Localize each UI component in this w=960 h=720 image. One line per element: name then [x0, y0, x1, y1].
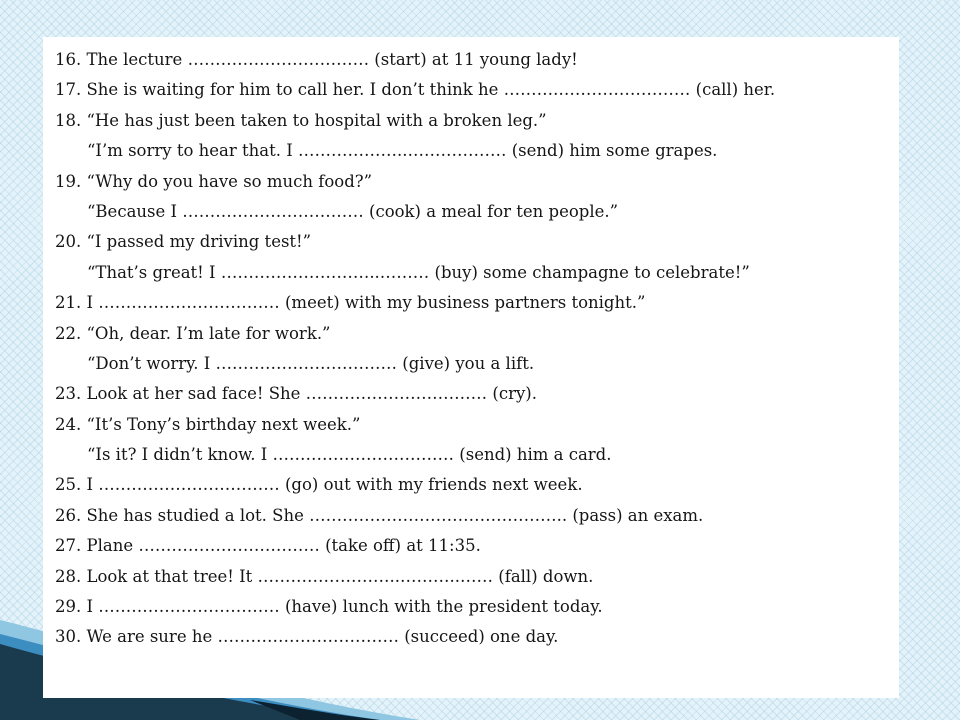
exercise-line: “I’m sorry to hear that. I ………………..……………… (send) him some grapes.: [87, 141, 718, 161]
exercise-lines: [55, 45, 887, 653]
exercise-line: 29. I …………………………… (have) lunch with the president today.: [55, 597, 603, 617]
exercise-line: 22. “Oh, dear. I’m late for work.”: [55, 323, 331, 343]
exercise-line: 26. She has studied a lot. She ……………………………………….. (pass) an exam.: [55, 505, 704, 525]
exercise-line: 28. Look at that tree! It ……………………..………..…… (fall) down.: [55, 566, 594, 586]
exercise-line: 18. “He has just been taken to hospital with a broken leg.”: [55, 110, 547, 130]
exercise-line: “Is it? I didn’t know. I …………………………… (send) him a card.: [87, 445, 612, 465]
exercise-line: “Don’t worry. I …………………………… (give) you a lift.: [87, 353, 535, 373]
exercise-line: 30. We are sure he …………………………… (succeed) one day.: [55, 627, 559, 647]
exercise-sheet: [43, 37, 899, 698]
exercise-line: 23. Look at her sad face! She …………………………… (cry).: [55, 384, 537, 404]
exercise-line: 19. “Why do you have so much food?”: [55, 171, 373, 191]
exercise-line: 21. I …………………………… (meet) with my business partners tonight.”: [55, 293, 646, 313]
exercise-line: “Because I …………………………… (cook) a meal for ten people.”: [87, 201, 619, 221]
exercise-line: “That’s great! I ………………………..……… (buy) some champagne to celebrate!”: [87, 262, 750, 282]
exercise-line: 20. “I passed my driving test!”: [55, 232, 312, 252]
exercise-line: 17. She is waiting for him to call her. I don’t think he ……….…………………… (call) her.: [55, 80, 776, 100]
exercise-line: 25. I …………………………… (go) out with my friends next week.: [55, 475, 583, 495]
exercise-line: 27. Plane …………………………… (take off) at 11:35.: [55, 536, 481, 556]
exercise-line: 16. The lecture …………………………… (start) at 11 young lady!: [55, 50, 578, 69]
exercise-line: 24. “It’s Tony’s birthday next week.”: [55, 414, 361, 434]
